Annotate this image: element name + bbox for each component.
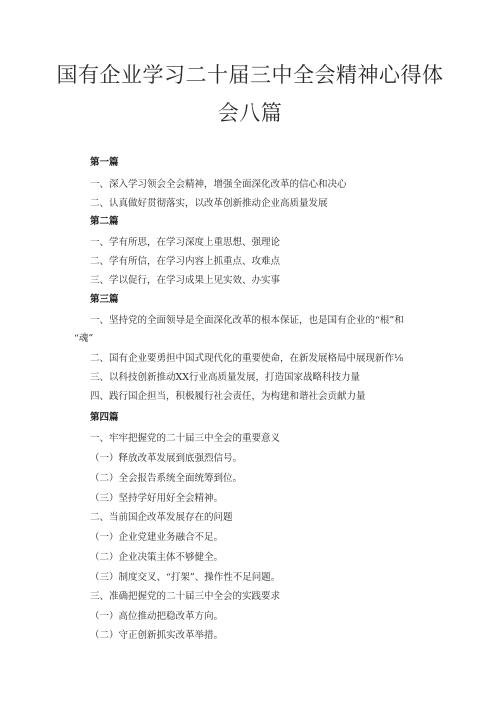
section-4-subitem-1-3: （三）坚持学好用好全会精神。 xyxy=(90,493,224,504)
section-4-subitem-3-1: （一）高位推动把稳改革方向。 xyxy=(90,611,224,622)
section-4-subitem-1-1: （一）释放改革发展到底强烈信号。 xyxy=(90,453,243,464)
section-3-item-2: 二、国有企业要勇担中国式现代化的重要使命，在新发展格局中展现新作⅛ xyxy=(90,353,404,364)
section-4-item-2: 二、当前国企改革发展存在的问题 xyxy=(90,512,233,523)
section-3-item-1-line-2: “魂” xyxy=(74,333,94,344)
document-title-line-1: 国有企业学习二十届三中全会精神心得体 xyxy=(56,63,444,87)
section-heading-4: 第四篇 xyxy=(90,412,119,423)
section-heading-2: 第二篇 xyxy=(90,216,119,227)
section-2-item-3: 三、学以促行，在学习成果上见实效、办实事 xyxy=(90,275,281,286)
section-1-item-2: 二、认真做好贯彻落实，以改革创新推动企业高质量发展 xyxy=(90,198,328,209)
section-3-item-3: 三、以科技创新推动XX行业高质量发展，打造国家战略科技力量 xyxy=(90,372,361,383)
section-4-item-1: 一、牢牢把握党的二十届三中全会的重要意义 xyxy=(90,433,281,444)
section-3-item-4: 四、践行国企担当，积极履行社会责任，为构建和谐社会贡献力量 xyxy=(90,391,366,402)
section-3-item-1-line-1: 一、坚持党的全面领导是全面深化改革的根本保证，也是国有企业的“根”和 xyxy=(90,315,404,326)
section-heading-1: 第一篇 xyxy=(90,157,119,168)
section-2-item-2: 二、学有所信，在学习内容上抓重点、攻难点 xyxy=(90,256,281,267)
section-heading-3: 第三篇 xyxy=(90,294,119,305)
section-4-subitem-2-2: （二）企业决策主体不够健全。 xyxy=(90,552,224,563)
document-title-line-2: 会八篇 xyxy=(217,101,283,125)
section-1-item-1: 一、深入学习领会全会精神，增强全面深化改革的信心和决心 xyxy=(90,179,347,190)
section-4-subitem-1-2: （二）全会报告系统全面统筹到位。 xyxy=(90,473,243,484)
section-4-subitem-3-2: （二）守正创新抓实改革举措。 xyxy=(90,630,224,641)
section-2-item-1: 一、学有所思，在学习深度上重思想、强理论 xyxy=(90,237,281,248)
section-4-item-3: 三、准确把握党的二十届三中全会的实践要求 xyxy=(90,591,281,602)
section-4-subitem-2-3: （三）制度交叉、“打架”、操作性不足问题。 xyxy=(90,572,281,583)
section-4-subitem-2-1: （一）企业党建业务融合不足。 xyxy=(90,532,224,543)
